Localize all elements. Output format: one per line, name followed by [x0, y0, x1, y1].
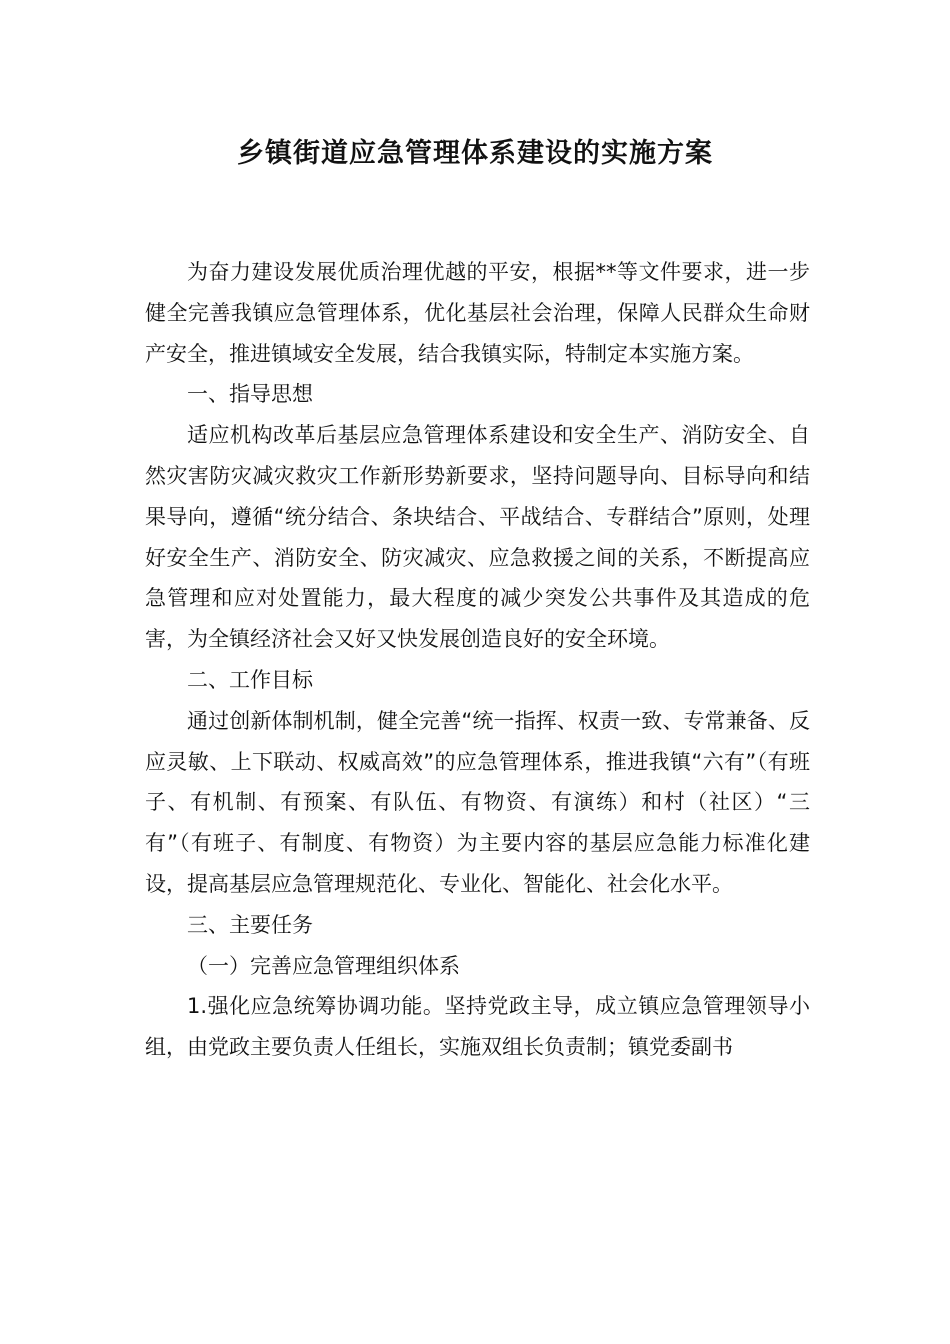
section-heading-work-goals: 二、工作目标	[187, 667, 313, 692]
subsection-heading-organization: （一）完善应急管理组织体系	[187, 953, 460, 978]
intro-paragraph: 为奋力建设发展优质治理优越的平安，根据**等文件要求，进一步健全完善我镇应急管理体系，优化基层社会治理，保障人民群众生命财产安全，推进镇域安全发展，结合我镇实际，特制定本实施方案。	[145, 260, 810, 366]
document-body	[145, 252, 810, 1068]
section-heading-main-tasks: 三、主要任务	[187, 912, 313, 937]
guiding-ideology-paragraph: 适应机构改革后基层应急管理体系建设和安全生产、消防安全、自然灾害防灾减灾救灾工作新形势新要求，坚持问题导向、目标导向和结果导向，遵循“统分结合、条块结合、平战结合、专群结合”原则，处理好安全生产、消防安全、防灾减灾、应急救援之间的关系，不断提高应急管理和应对处置能力，最大程度的减少突发公共事件及其造成的危害，为全镇经济社会又好又快发展创造良好的安全环境。	[145, 423, 810, 652]
work-goals-paragraph: 通过创新体制机制，健全完善“统一指挥、权责一致、专常兼备、反应灵敏、上下联动、权威高效”的应急管理体系，推进我镇“六有”（有班子、有机制、有预案、有队伍、有物资、有演练）和村（社区）“三有”（有班子、有制度、有物资）为主要内容的基层应急能力标准化建设，提高基层应急管理规范化、专业化、智能化、社会化水平。	[145, 708, 810, 896]
document-title: 乡镇街道应急管理体系建设的实施方案	[237, 138, 713, 169]
section-heading-guiding-ideology: 一、指导思想	[187, 382, 313, 407]
task-item-paragraph: 1.强化应急统筹协调功能。坚持党政主导，成立镇应急管理领导小组，由党政主要负责人任组长，实施双组长负责制；镇党委副书	[145, 994, 810, 1060]
